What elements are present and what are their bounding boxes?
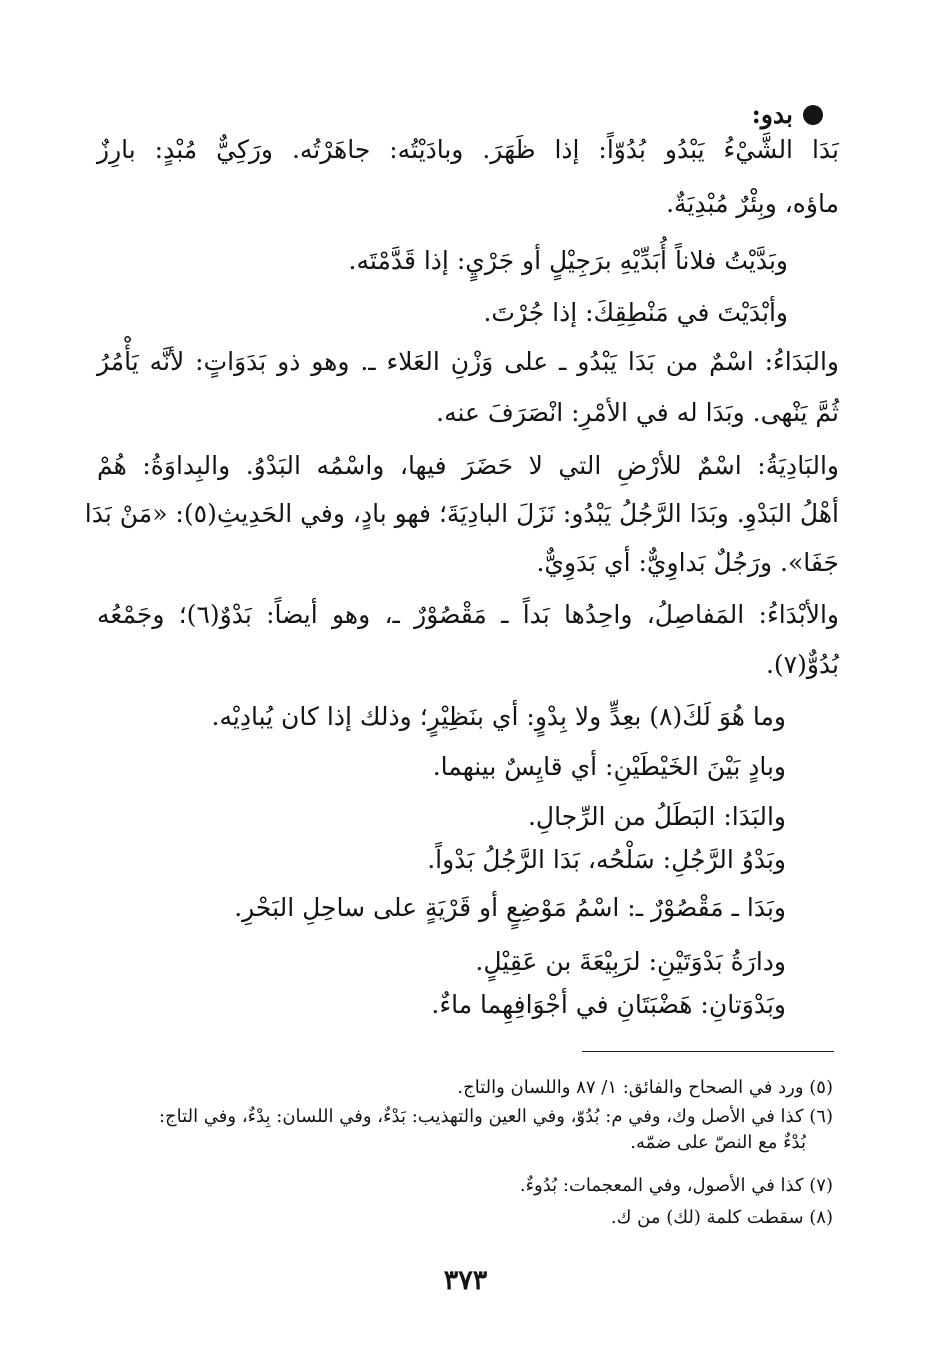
text-line: وبَدَا ـ مَقْصُوْرٌ ـ: اسْمُ مَوْضِعٍ أو قَرْيَةٍ على ساحِلِ البَحْرِ. — [234, 893, 786, 922]
text-line: والبَدَا: البَطَلُ من الرِّجالِ. — [527, 802, 786, 831]
text-line: والبَادِيَةُ: اسْمٌ للأرْضِ التي لا حَضَرَ فيها، واسْمُه البَدْوُ. والبِداوَةُ: هُمْ — [97, 451, 839, 480]
text-line: ودارَةُ بَدْوَتَيْنِ: لرَبِيْعَةَ بن عَقِيْلٍ. — [475, 947, 786, 976]
text-line: وأبْدَيْتَ في مَنْطِقِكَ: إذا جُرْتَ. — [483, 298, 788, 327]
footnote-line: (٧) كذا في الأصول، وفي المعجمات: بُدُوءٌ. — [519, 1175, 833, 1196]
entry-heading-text: بدو: — [751, 100, 793, 129]
footnote-separator — [582, 1051, 834, 1052]
footnote-line: (٥) ورد في الصحاح والفائق: ١/ ٨٧ واللسان والتاج. — [457, 1077, 833, 1098]
text-line: ثُمَّ يَنْهى. وبَدَا له في الأمْرِ: انْصَرَفَ عنه. — [436, 398, 839, 427]
text-line: وبادٍ بَيْنَ الخَيْطَيْنِ: أي قايِسٌ بينهما. — [432, 752, 786, 781]
footnote-line: (٦) كذا في الأصل وك، وفي م: بُدُوّ، وفي العين والتهذيب: بَدْءٌ، وفي اللسان: بِدْءٌ، وفي التاج: — [158, 1106, 833, 1127]
text-line: والأبْدَاءُ: المَفاصِلُ، واحِدُها بَداً ـ مَقْصُوْرٌ ـ، وهو أيضاً: بَدْوٌ(٦)؛ وجَمْعُه — [97, 600, 839, 629]
text-line: وبَدَّيْتُ فلاناً أُبَدِّيْهِ برَجِيْلٍ أو جَرْيٍ: إذا قَدَّمْتَه. — [348, 246, 788, 275]
text-line: والبَدَاءُ: اسْمٌ من بَدَا يَبْدُو ـ على وَزْنِ العَلاء ـ. وهو ذو بَدَوَاتٍ: لأنَّه يَأْمُرُ — [97, 347, 839, 376]
text-line: جَفَا». ورَجُلٌ بَداوِيٌّ: أي بَدَوِيٌّ. — [536, 548, 839, 577]
bullet-icon — [803, 105, 823, 125]
text-line: وبَدْوَتانِ: هَضْبَتَانِ في أجْوَافِهِما ماءٌ. — [431, 990, 786, 1019]
text-line: بَدَا الشَّيْءُ يَبْدُو بُدُوّاً: إذا ظَهَرَ. وبادَيْتُه: جاهَرْتُه. ورَكِيٌّ مُبْدٍ: بارِزٌ — [97, 135, 839, 164]
footnote-line: (٨) سقطت كلمة (لك) من ك. — [610, 1207, 833, 1228]
text-line: وبَدْوُ الرَّجُلِ: سَلْحُه، بَدَا الرَّجُلُ بَدْواً. — [427, 845, 786, 874]
entry-heading — [752, 98, 823, 132]
page-number: ٣٧٣ — [443, 1265, 488, 1296]
text-line: وما هُوَ لَكَ(٨) بعِدٍّ ولا بِدْوٍ: أي بنَظِيْرٍ؛ وذلك إذا كان يُبادِيْه. — [211, 702, 786, 731]
text-line: بُدُوٌّ(٧). — [765, 650, 839, 679]
footnote-line: بُدْءٌ مع النصّ على ضمّه. — [630, 1132, 806, 1153]
text-line: أهْلُ البَدْوِ. وبَدَا الرَّجُلُ يَبْدُو: نَزَلَ البادِيَةَ؛ فهو بادٍ، وفي الحَدِيثِ(٥): «مَنْ بَدَا — [84, 499, 839, 528]
text-line: ماؤه، وبِئْرٌ مُبْدِيَةٌ. — [666, 189, 839, 218]
